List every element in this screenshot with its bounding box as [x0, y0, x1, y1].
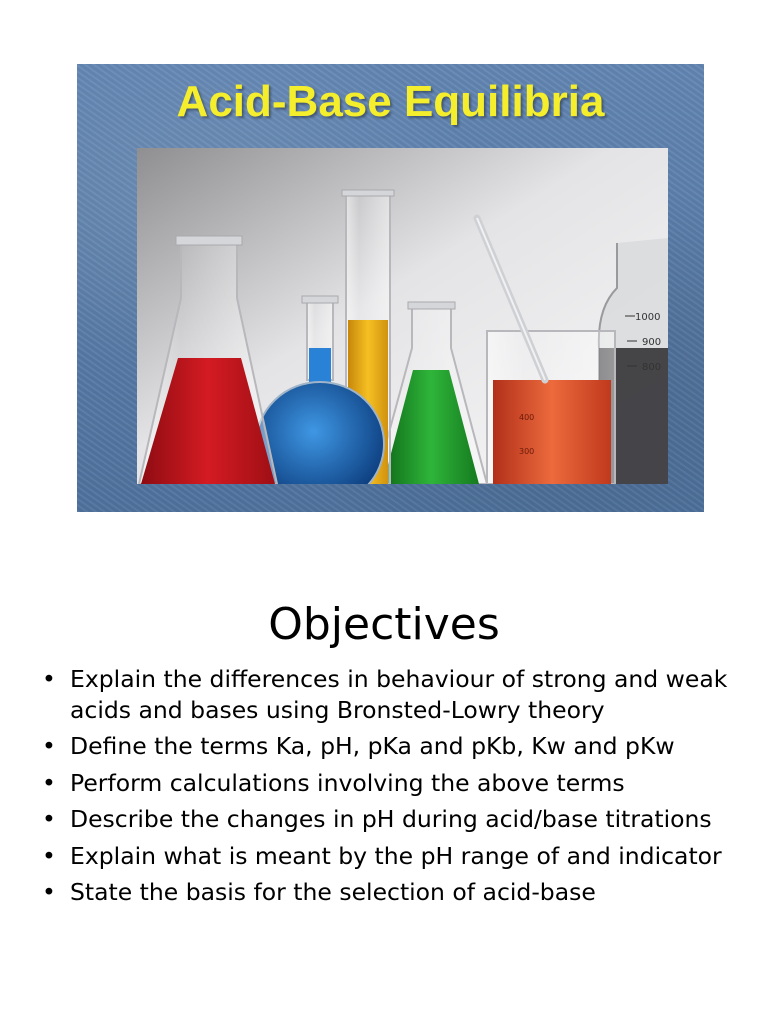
bullet-icon: •: [42, 665, 56, 693]
list-item: [40, 877, 740, 908]
list-item: [40, 731, 740, 762]
list-item: [40, 768, 740, 799]
svg-text:1000: 1000: [635, 312, 661, 323]
lab-glassware-photo: [137, 148, 668, 484]
svg-text:900: 900: [642, 337, 662, 348]
bullet-icon: •: [42, 805, 56, 833]
title-slide: [77, 64, 704, 512]
bullet-icon: •: [42, 878, 56, 906]
objective-text: Explain the differences in behaviour of strong and weak acids and bases using Bronsted-Lowry theory: [70, 665, 728, 724]
bullet-icon: •: [42, 768, 56, 797]
bullet-icon: •: [42, 732, 56, 760]
svg-text:300: 300: [519, 447, 535, 456]
objective-text: Perform calculations involving the above terms: [70, 768, 625, 797]
svg-text:800: 800: [642, 362, 662, 373]
objective-text: Define the terms Ka, pH, pKa and pKb, Kw and pKw: [70, 732, 675, 760]
list-item: [40, 841, 740, 872]
bullet-icon: •: [42, 841, 56, 870]
list-item: [40, 664, 740, 725]
list-item: [40, 804, 740, 835]
objective-text: Describe the changes in pH during acid/base titrations: [70, 805, 712, 833]
objective-text: Explain what is meant by the pH range of and indicator: [70, 841, 722, 870]
svg-text:400: 400: [519, 413, 535, 422]
objective-text: State the basis for the selection of acid-base: [70, 878, 596, 906]
slide-title: Acid-Base Equilibria: [176, 77, 605, 126]
objectives-heading: Objectives: [268, 599, 500, 650]
objectives-list: [40, 664, 740, 914]
